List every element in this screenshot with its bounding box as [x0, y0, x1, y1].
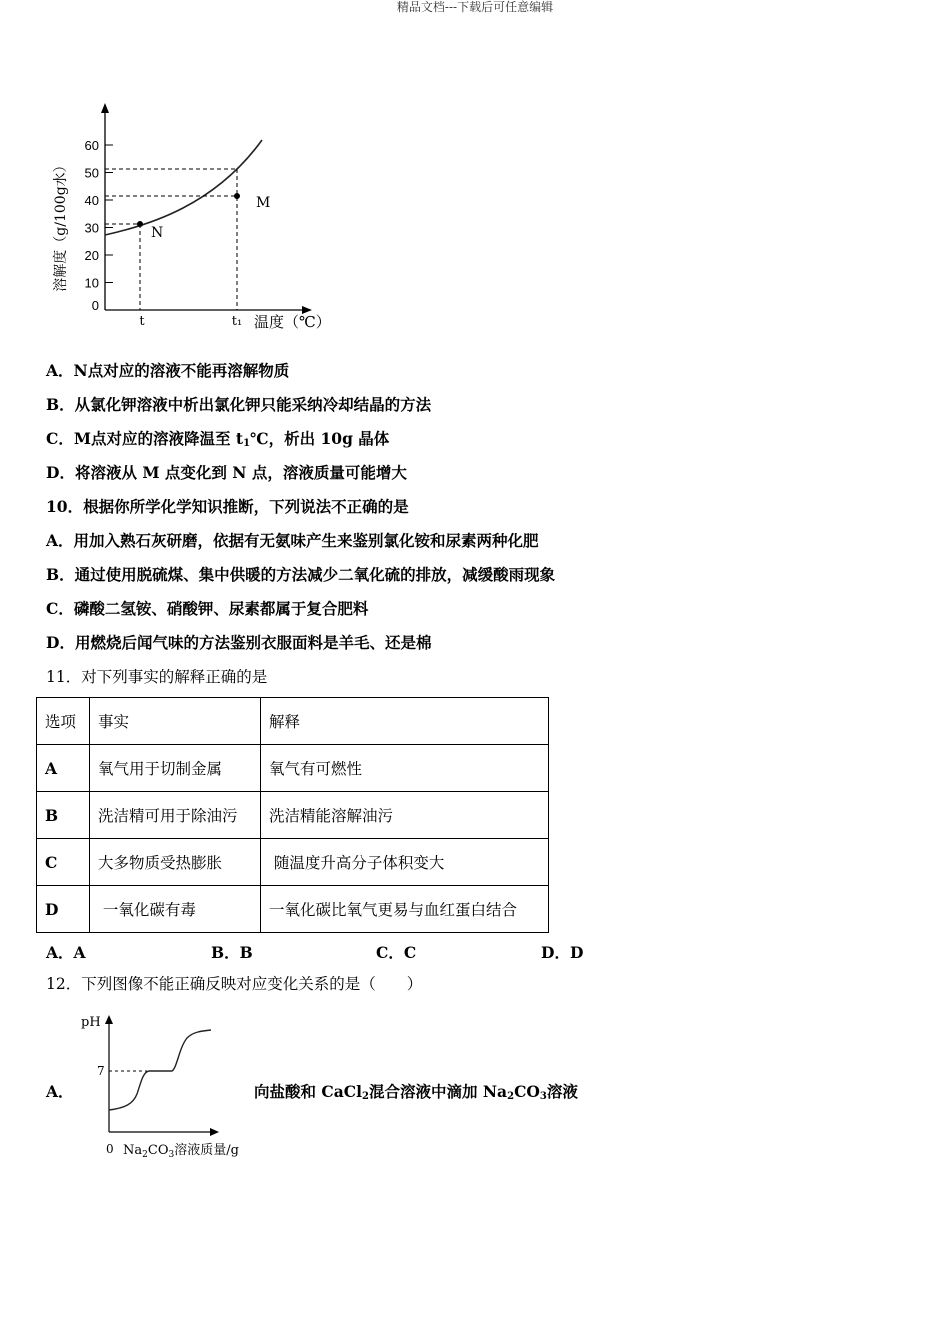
ph-chart	[75, 1010, 265, 1160]
label-M: M	[256, 195, 271, 211]
table-cell: 洗洁精可用于除油污	[90, 792, 261, 839]
y-tick-label: 30	[84, 220, 99, 236]
ph-y-arrow	[105, 1015, 113, 1024]
table-row	[37, 745, 549, 792]
q10-option-c: C．磷酸二氢铵、硝酸钾、尿素都属于复合肥料	[46, 599, 369, 618]
q11-table	[36, 697, 549, 933]
label-N: N	[151, 225, 164, 241]
table-cell: B	[37, 792, 90, 839]
table-header-cell: 解释	[261, 698, 549, 745]
table-row	[37, 792, 549, 839]
x-tick-t1: t₁	[231, 314, 243, 329]
page-header: 精品文档---下载后可任意编辑	[396, 0, 554, 14]
table-cell: 洗洁精能溶解油污	[261, 792, 549, 839]
x-axis-label: 温度（℃）	[254, 313, 331, 331]
ph-origin: 0	[106, 1142, 114, 1156]
table-cell: C	[37, 839, 90, 886]
y-axis-arrow	[101, 103, 109, 113]
q10-stem: 10．根据你所学化学知识推断，下列说法不正确的是	[46, 497, 409, 516]
q11-stem: 11．对下列事实的解释正确的是	[46, 668, 268, 686]
table-cell: 氧气有可燃性	[261, 745, 549, 792]
table-cell: A	[37, 745, 90, 792]
table-cell: 一氧化碳有毒	[90, 886, 261, 933]
point-N	[137, 221, 143, 227]
table-header-cell: 事实	[90, 698, 261, 745]
y-tick-label: 0	[91, 298, 99, 313]
table-row	[37, 839, 549, 886]
table-header-row	[37, 698, 549, 745]
x-tick-t: t	[139, 314, 145, 329]
q11-answer-c: C．C	[376, 943, 417, 962]
q12-stem: 12．下列图像不能正确反映对应变化关系的是（ ）	[46, 975, 423, 993]
table-cell: 氧气用于切制金属	[90, 745, 261, 792]
y-tick-label: 50	[84, 165, 99, 181]
q10-option-d: D．用燃烧后闻气味的方法鉴别衣服面料是羊毛、还是棉	[46, 633, 432, 652]
y-tick-label: 40	[84, 193, 99, 208]
q11-answer-d: D．D	[541, 943, 584, 962]
q11-answer-a: A．A	[46, 943, 86, 962]
table-row	[37, 886, 549, 933]
table-header-cell: 选项	[37, 698, 90, 745]
point-M	[234, 193, 240, 199]
ph-y-label: pH	[81, 1015, 101, 1030]
table-cell: 大多物质受热膨胀	[90, 839, 261, 886]
table-cell: 随温度升高分子体积变大	[261, 839, 549, 886]
table-cell: 一氧化碳比氧气更易与血红蛋白结合	[261, 886, 549, 933]
q10-option-b: B．通过使用脱硫煤、集中供暖的方法减少二氧化硫的排放，减缓酸雨现象	[46, 565, 556, 584]
ph-y-tick-7: 7	[97, 1064, 105, 1078]
q12-option-a-label: A．	[46, 1082, 74, 1101]
ph-curve	[109, 1030, 211, 1110]
solubility-curve	[105, 140, 262, 235]
q9-option-c: C．M点对应的溶液降温至 $t_1℃$，析出 10g 晶体	[46, 429, 390, 449]
solubility-chart	[40, 100, 340, 340]
table-cell: D	[37, 886, 90, 933]
q9-option-b: B．从氯化钾溶液中析出氯化钾只能采纳冷却结晶的方法	[46, 395, 432, 414]
y-tick-label: 10	[84, 275, 99, 291]
q10-option-a: A．用加入熟石灰研磨，依据有无氨味产生来鉴别氯化铵和尿素两种化肥	[46, 531, 539, 550]
y-axis-label: 溶解度（g/100g水）	[53, 158, 69, 292]
ph-x-arrow	[210, 1128, 219, 1136]
q9-option-a: A．N点对应的溶液不能再溶解物质	[46, 361, 290, 380]
q11-answer-b: B．B	[211, 943, 253, 962]
y-tick-label: 60	[84, 138, 99, 153]
q9-option-d: D．将溶液从 M 点变化到 N 点，溶液质量可能增大	[46, 463, 407, 482]
y-tick-label: 20	[84, 248, 99, 263]
ph-x-label: $Na_2CO_3$溶液质量/g	[123, 1143, 239, 1160]
q12-option-a-desc: 向盐酸和 CaCl$_2$混合溶液中滴加 $Na_2CO_3$溶液	[254, 1082, 578, 1102]
